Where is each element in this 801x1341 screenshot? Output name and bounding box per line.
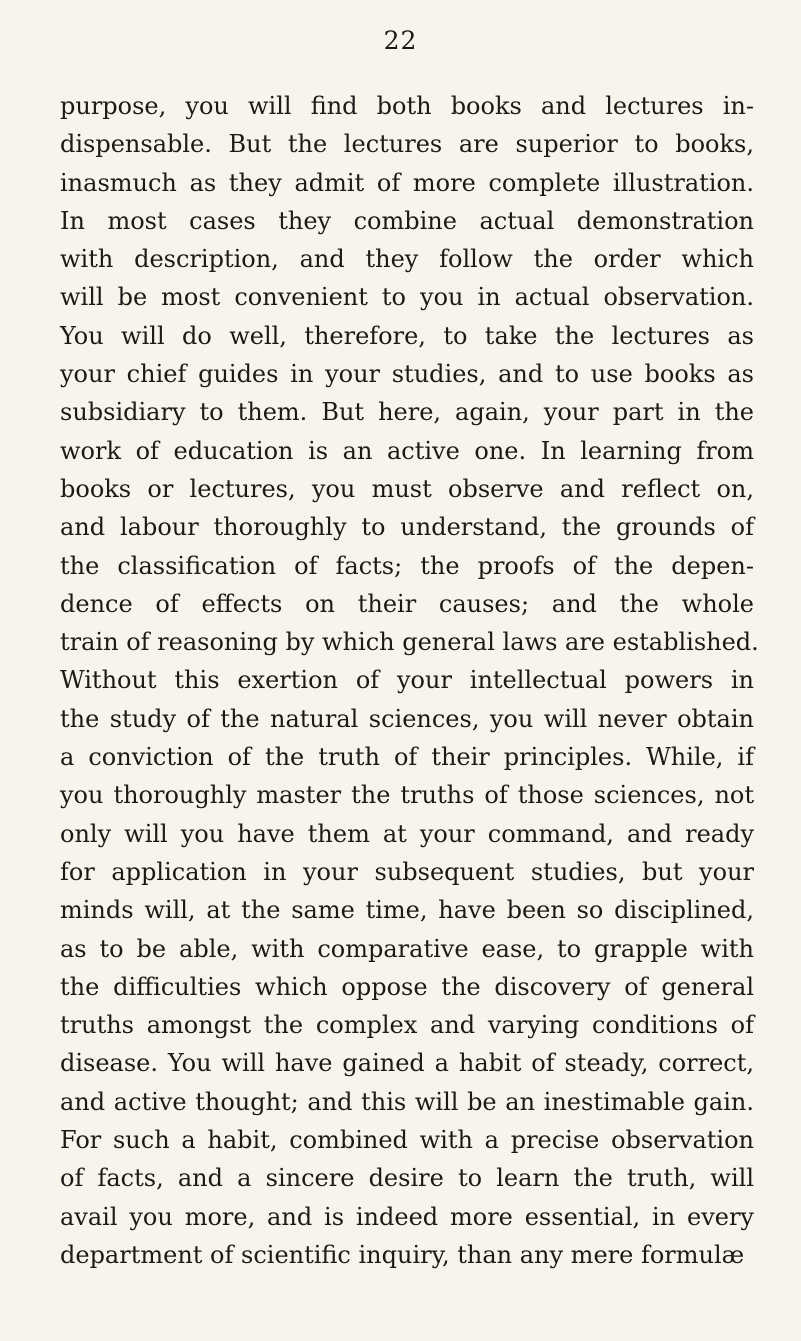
text-line: You will do well, therefore, to take the lectures as: [60, 321, 754, 350]
page-number: 22: [383, 26, 418, 55]
text-line: with description, and they follow the order which: [60, 245, 754, 274]
text-line: dence of effects on their causes; and the whole: [60, 589, 754, 618]
text-line: the classification of facts; the proofs of the depen-: [60, 551, 754, 580]
text-line: for application in your subsequent studies, but your: [60, 857, 754, 886]
text-line: books or lectures, you must observe and reflect on,: [60, 474, 754, 503]
text-line: and labour thoroughly to understand, the grounds of: [60, 513, 754, 542]
text-line: and active thought; and this will be an inestimable gain.: [60, 1087, 754, 1116]
text-line: will be most convenient to you in actual observation.: [60, 283, 754, 312]
text-line: truths amongst the complex and varying conditions of: [60, 1011, 754, 1040]
text-line: of facts, and a sincere desire to learn the truth, will: [60, 1164, 754, 1193]
text-line: department of scientific inquiry, than any mere formulæ: [60, 1240, 745, 1269]
text-line: subsidiary to them. But here, again, your part in the: [60, 398, 754, 427]
text-line: a conviction of the truth of their principles. While, if: [60, 743, 754, 772]
body-text: [60, 87, 759, 1274]
text-line: the difficulties which oppose the discovery of general: [60, 972, 754, 1001]
text-line: disease. You will have gained a habit of steady, correct,: [60, 1049, 754, 1078]
text-line: the study of the natural sciences, you will never obtain: [60, 704, 754, 733]
text-line: Without this exertion of your intellectual powers in: [60, 666, 754, 695]
text-line: inasmuch as they admit of more complete illustration.: [60, 168, 754, 197]
text-line: avail you more, and is indeed more essential, in every: [60, 1202, 754, 1231]
text-line: dispensable. But the lectures are superior to books,: [60, 130, 754, 159]
text-line: train of reasoning by which general laws are established.: [60, 628, 759, 657]
text-line: work of education is an active one. In learning from: [60, 436, 754, 465]
text-line: minds will, at the same time, have been so disciplined,: [60, 896, 754, 925]
text-line: purpose, you will find both books and lectures in-: [60, 92, 754, 120]
text-line: you thoroughly master the truths of those sciences, not: [60, 781, 754, 810]
text-line: For such a habit, combined with a precise observation: [60, 1126, 754, 1155]
text-line: your chief guides in your studies, and to use books as: [60, 360, 754, 389]
text-line: In most cases they combine actual demonstration: [60, 206, 754, 235]
text-line: only will you have them at your command, and ready: [60, 819, 754, 848]
text-line: as to be able, with comparative ease, to grapple with: [60, 934, 754, 963]
